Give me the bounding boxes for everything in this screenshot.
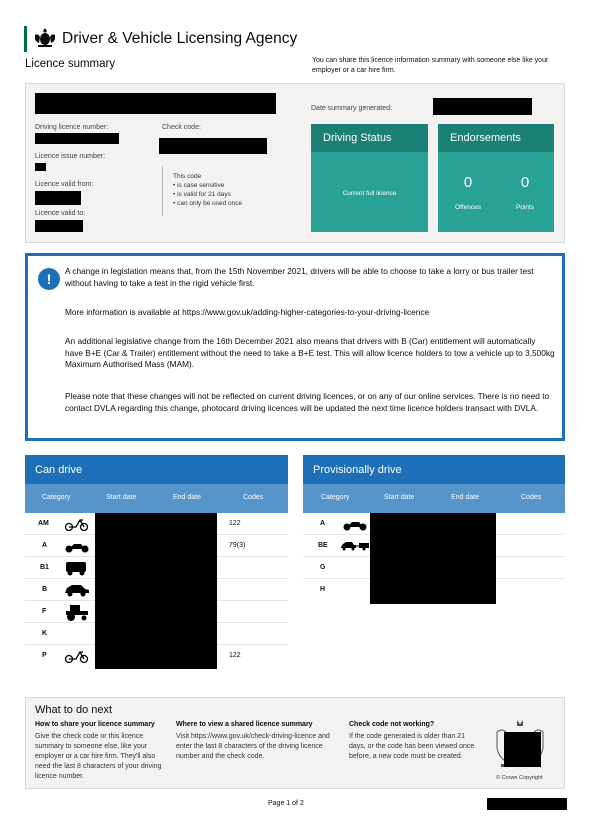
date-generated-label: Date summary generated: bbox=[311, 105, 392, 112]
category-code: B bbox=[42, 586, 48, 593]
restriction-code: 79(3) bbox=[229, 542, 246, 549]
endorsements-title: Endorsements bbox=[438, 124, 554, 152]
header-accent-bar bbox=[24, 26, 27, 52]
notice-paragraph: More information is available at https://www.gov.uk/adding-higher-categories-to-your-driving-licence bbox=[65, 307, 430, 317]
restriction-code: 122 bbox=[229, 652, 241, 659]
driving-status-value: Current full licence bbox=[342, 190, 397, 197]
car-trailer-icon bbox=[340, 541, 370, 551]
provisional-column-header bbox=[303, 484, 565, 513]
notice-paragraph: An additional legislative change from the 16th December 2021 also means that drivers with B (Car) entitlement will automatically have B+E (Car & Trailer) entitlement without the need to take a B+E test. This will allow licence holders to tow a vehicle up to 3,500kg Maximum Authorised Mass (MAM). bbox=[65, 336, 555, 370]
check-code-label: Check code: bbox=[162, 124, 201, 131]
col-codes: Codes bbox=[521, 494, 542, 501]
col-start-date: Start date bbox=[106, 494, 137, 501]
notice-paragraph: Please note that these changes will not be reflected on current driving licences, or on any of our online services. There is no need to contact DVLA regarding this change, photocard driving licences will be updated the next time licence holders transact with DVLA. bbox=[65, 391, 550, 413]
col-start-date: Start date bbox=[384, 494, 415, 501]
code-note-item: • is valid for 21 days bbox=[173, 191, 231, 198]
category-code: A bbox=[320, 520, 326, 527]
share-how-heading: How to share your licence summary bbox=[35, 721, 155, 728]
redacted-valid-to bbox=[35, 220, 83, 232]
category-code: K bbox=[42, 630, 48, 637]
licence-valid-from-label: Licence valid from: bbox=[35, 181, 94, 188]
licence-valid-to-label: Licence valid to: bbox=[35, 210, 86, 217]
offences-count: 0 bbox=[463, 174, 473, 191]
points-label: Points bbox=[515, 204, 535, 211]
col-codes: Codes bbox=[243, 494, 264, 501]
category-code: G bbox=[320, 564, 326, 571]
redacted-footer-ref bbox=[487, 798, 567, 810]
moped-icon bbox=[64, 517, 90, 531]
code-note-item: • can only be used once bbox=[173, 200, 243, 207]
royal-crest-icon bbox=[33, 27, 57, 49]
category-code: A bbox=[42, 542, 48, 549]
agency-name: Driver & Vehicle Licensing Agency bbox=[62, 30, 298, 47]
offences-label: Offences bbox=[455, 204, 481, 211]
col-end-date: End date bbox=[451, 494, 480, 501]
points-count: 0 bbox=[520, 174, 530, 191]
provisional-title: Provisionally drive bbox=[303, 455, 565, 484]
check-code-help-text: If the code generated is older than 21 days, or the code has been viewed once before, a new code must be created. bbox=[349, 733, 475, 760]
page-number: Page 1 of 2 bbox=[268, 800, 304, 807]
check-code-help-heading: Check code not working? bbox=[349, 721, 435, 728]
redacted-name bbox=[35, 93, 276, 114]
page-title: Licence summary bbox=[25, 58, 116, 70]
moped-icon bbox=[64, 649, 90, 663]
redacted-provisional-dates bbox=[370, 513, 496, 604]
redacted-issue-number bbox=[35, 163, 46, 171]
redacted-valid-from bbox=[35, 191, 81, 205]
view-shared-heading: Where to view a shared licence summary bbox=[176, 721, 313, 728]
crown-copyright: © Crown Copyright bbox=[496, 775, 543, 781]
driving-licence-number-label: Driving licence number: bbox=[35, 124, 109, 131]
share-note: You can share this licence information summary with someone else like your employer or a car hire firm. bbox=[312, 57, 549, 74]
redacted-can-drive-dates bbox=[95, 513, 217, 669]
tractor-icon bbox=[64, 603, 90, 621]
motorcycle-icon bbox=[342, 517, 368, 531]
code-note-item: • is case sensitive bbox=[173, 182, 225, 189]
col-category: Category bbox=[321, 494, 350, 501]
category-code: AM bbox=[38, 520, 49, 527]
licence-issue-number-label: Licence issue number: bbox=[35, 153, 106, 160]
can-drive-column-header bbox=[25, 484, 288, 513]
col-category: Category bbox=[42, 494, 71, 501]
category-code: B1 bbox=[40, 564, 49, 571]
endorsements-card bbox=[438, 124, 554, 232]
car-icon bbox=[64, 583, 90, 597]
driving-status-card bbox=[311, 124, 428, 232]
notice-paragraph: A change in legislation means that, from the 15th November 2021, drivers will be able to choose to take a lorry or bus trailer test without having to take a test in the rigid vehicle first. bbox=[65, 266, 534, 288]
what-to-do-next-title: What to do next bbox=[35, 704, 113, 716]
redacted-check-code bbox=[159, 138, 267, 154]
restriction-code: 122 bbox=[229, 520, 241, 527]
redacted-qr-code bbox=[504, 732, 541, 767]
share-how-text: Give the check code or this licence summary to someone else, like your employer or a car hire firm. They'll also need the last 8 characters of your driving licence number. bbox=[35, 733, 162, 780]
code-note-title: This code bbox=[173, 173, 202, 180]
category-code: P bbox=[42, 652, 47, 659]
quadricycle-icon bbox=[64, 560, 90, 576]
can-drive-title: Can drive bbox=[25, 455, 288, 484]
category-code: F bbox=[42, 608, 47, 615]
category-code: BE bbox=[318, 542, 328, 549]
col-end-date: End date bbox=[173, 494, 202, 501]
view-shared-text: Visit https://www.gov.uk/check-driving-licence and enter the last 8 characters of the driving licence number and the check code. bbox=[176, 733, 330, 760]
motorcycle-icon bbox=[64, 539, 90, 553]
code-note-rule bbox=[162, 166, 163, 216]
info-icon: ! bbox=[38, 268, 60, 290]
redacted-licence-number bbox=[35, 133, 119, 144]
driving-status-title: Driving Status bbox=[311, 124, 428, 152]
redacted-date-generated bbox=[433, 98, 532, 115]
category-code: H bbox=[320, 586, 326, 593]
